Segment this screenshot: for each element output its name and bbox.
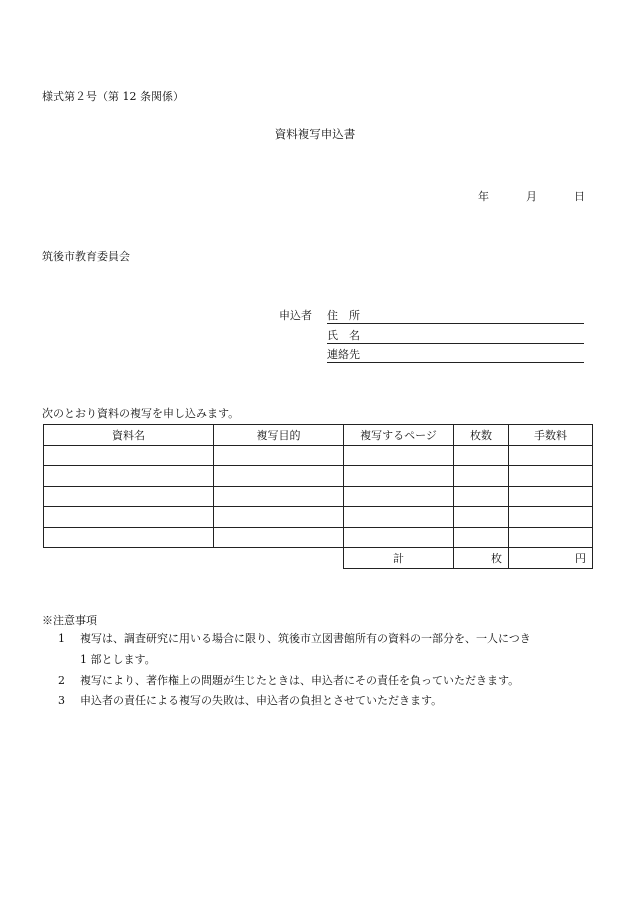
table-row xyxy=(44,527,593,548)
cell-purpose[interactable] xyxy=(214,466,344,487)
cell-purpose[interactable] xyxy=(214,507,344,528)
cell-fee[interactable] xyxy=(509,466,593,487)
cell-purpose[interactable] xyxy=(214,445,344,466)
cell-sheets[interactable] xyxy=(454,527,509,548)
header-fee: 手数料 xyxy=(509,425,593,446)
cell-sheets[interactable] xyxy=(454,486,509,507)
note-number: 1 xyxy=(58,632,65,645)
table-row xyxy=(44,466,593,487)
cell-material-name[interactable] xyxy=(44,445,214,466)
table-row xyxy=(44,486,593,507)
cell-fee[interactable] xyxy=(509,486,593,507)
intro-text: 次のとおり資料の複写を申し込みます。 xyxy=(42,407,240,420)
note-text: 1 部とします。 xyxy=(80,653,156,666)
date-year-label: 年 xyxy=(478,190,489,203)
cell-pages[interactable] xyxy=(344,527,454,548)
notes-heading: ※注意事項 xyxy=(42,614,97,627)
recipient: 筑後市教育委員会 xyxy=(42,250,130,263)
total-spacer xyxy=(214,548,344,569)
copy-request-table xyxy=(43,424,593,569)
total-fee-unit[interactable]: 円 xyxy=(509,548,593,569)
note-number: 3 xyxy=(58,694,65,707)
total-row xyxy=(44,548,593,569)
header-pages: 複写するページ xyxy=(344,425,454,446)
cell-pages[interactable] xyxy=(344,466,454,487)
address-label: 住 所 xyxy=(327,309,360,322)
total-sheets-unit[interactable]: 枚 xyxy=(454,548,509,569)
total-label: 計 xyxy=(344,548,454,569)
cell-sheets[interactable] xyxy=(454,466,509,487)
date-day-label: 日 xyxy=(574,190,585,203)
table-row xyxy=(44,445,593,466)
note-number: 2 xyxy=(58,674,65,687)
cell-pages[interactable] xyxy=(344,445,454,466)
cell-material-name[interactable] xyxy=(44,466,214,487)
contact-field[interactable] xyxy=(327,346,584,363)
contact-label: 連絡先 xyxy=(327,348,360,361)
cell-purpose[interactable] xyxy=(214,527,344,548)
address-field[interactable] xyxy=(327,307,584,324)
name-field[interactable] xyxy=(327,327,584,344)
table-header-row xyxy=(44,425,593,446)
cell-pages[interactable] xyxy=(344,507,454,528)
cell-sheets[interactable] xyxy=(454,507,509,528)
header-sheets: 枚数 xyxy=(454,425,509,446)
cell-fee[interactable] xyxy=(509,527,593,548)
table-row xyxy=(44,507,593,528)
date-month-label: 月 xyxy=(526,190,537,203)
cell-material-name[interactable] xyxy=(44,507,214,528)
header-purpose: 複写目的 xyxy=(214,425,344,446)
form-number: 様式第２号（第 12 条関係） xyxy=(42,90,184,103)
note-item-continuation xyxy=(80,651,156,667)
note-item xyxy=(58,692,442,708)
note-text: 複写により、著作権上の問題が生じたときは、申込者にその責任を負っていただきます。 xyxy=(80,674,520,687)
note-item xyxy=(58,672,519,688)
note-text: 複写は、調査研究に用いる場合に限り、筑後市立図書館所有の資料の一部分を、一人につき xyxy=(80,632,531,645)
cell-pages[interactable] xyxy=(344,486,454,507)
cell-material-name[interactable] xyxy=(44,527,214,548)
applicant-label: 申込者 xyxy=(279,309,312,322)
cell-material-name[interactable] xyxy=(44,486,214,507)
note-item xyxy=(58,630,531,646)
note-text: 申込者の責任による複写の失敗は、申込者の負担とさせていただきます。 xyxy=(80,694,443,707)
cell-fee[interactable] xyxy=(509,507,593,528)
cell-fee[interactable] xyxy=(509,445,593,466)
header-material-name: 資料名 xyxy=(44,425,214,446)
document-title: 資料複写申込書 xyxy=(274,127,356,141)
cell-purpose[interactable] xyxy=(214,486,344,507)
total-spacer xyxy=(44,548,214,569)
name-label: 氏 名 xyxy=(327,329,360,342)
cell-sheets[interactable] xyxy=(454,445,509,466)
